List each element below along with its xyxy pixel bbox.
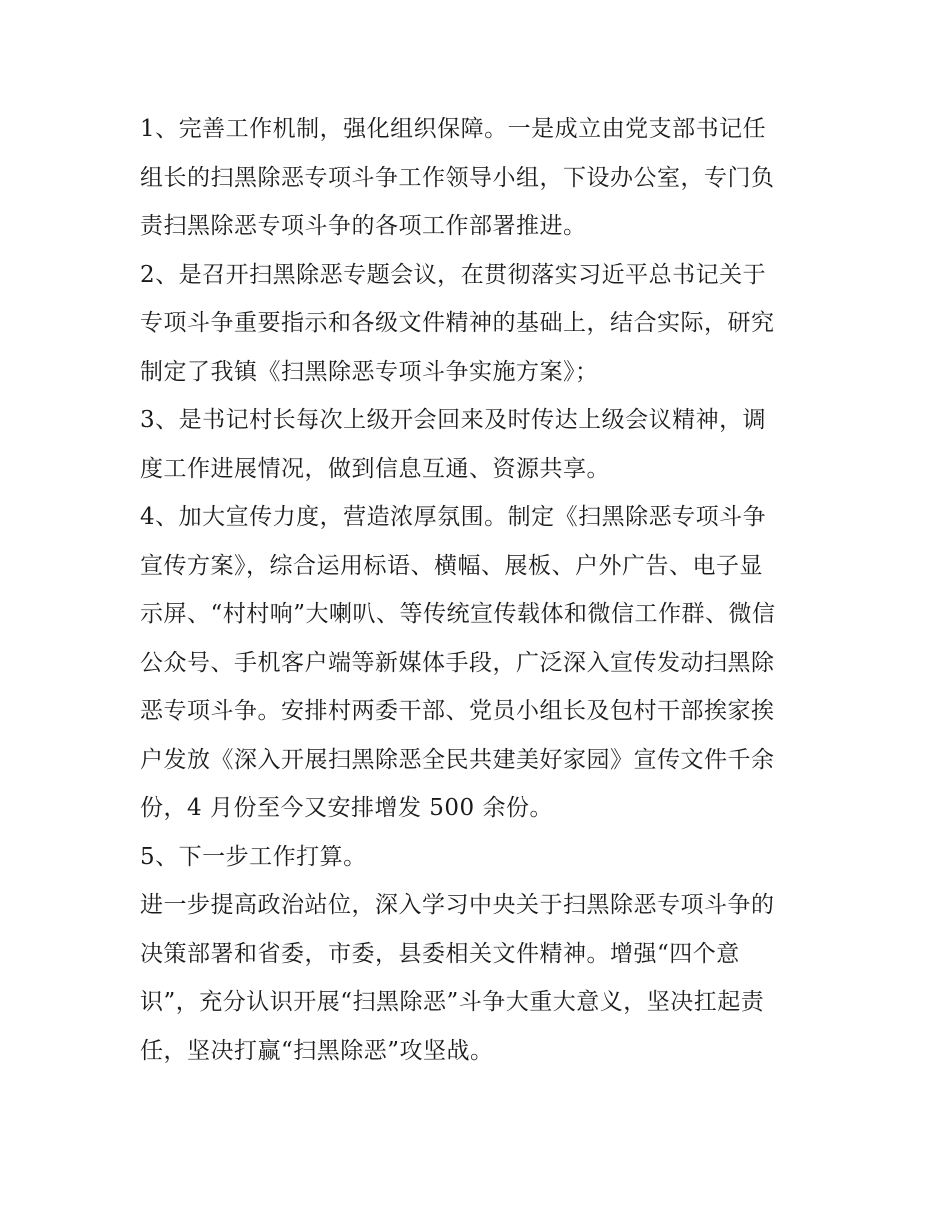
text-line: 户发放《深入开展扫黑除恶全民共建美好家园》宣传文件千余 (140, 746, 775, 773)
paragraph-2-special-meeting (140, 251, 830, 397)
text-line: 4、加大宣传力度，营造浓厚氛围。制定《扫黑除恶专项斗争 (140, 504, 767, 530)
document-body (140, 105, 830, 1075)
paragraph-6-political-stance (140, 881, 830, 1075)
paragraph-1-work-mechanism (140, 105, 830, 251)
paragraph-4-publicity (140, 493, 830, 833)
text-line: 专项斗争重要指示和各级文件精神的基础上，结合实际，研究 (140, 310, 775, 336)
text-line: 进一步提高政治站位，深入学习中央关于扫黑除恶专项斗争的 (140, 892, 775, 918)
text-line: 公众号、手机客户端等新媒体手段，广泛深入宣传发动扫黑除 (140, 649, 775, 676)
paragraph-5-next-steps-heading (140, 833, 830, 882)
text-line: 制定了我镇《扫黑除恶专项斗争实施方案》； (140, 358, 599, 385)
text-line: 恶专项斗争。安排村两委干部、党员小组长及包村干部挨家挨 (140, 698, 775, 724)
text-line: 组长的扫黑除恶专项斗争工作领导小组，下设办公室，专门负 (140, 164, 775, 191)
text-line: 识”，充分认识开展“扫黑除恶”斗争大重大意义，坚决扛起责 (140, 989, 765, 1015)
text-line: 份，4 月份至今又安排增发 500 余份。 (140, 795, 553, 821)
paragraph-3-communication (140, 396, 830, 493)
text-line: 宣传方案》，综合运用标语、横幅、展板、户外广告、电子显 (140, 552, 763, 579)
text-line: 决策部署和省委，市委，县委相关文件精神。增强“四个意 (140, 940, 740, 967)
text-line: 1、完善工作机制，强化组织保障。一是成立由党支部书记任 (140, 116, 767, 142)
text-line: 度工作进展情况，做到信息互通、资源共享。 (140, 455, 610, 482)
text-line: 3、是书记村长每次上级开会回来及时传达上级会议精神，调 (140, 407, 767, 433)
text-line: 5、下一步工作打算。 (140, 843, 367, 870)
text-line: 示屏、“村村响”大喇叭、等传统宣传载体和微信工作群、微信 (140, 601, 776, 627)
text-line: 2、是召开扫黑除恶专题会议，在贯彻落实习近平总书记关于 (140, 261, 767, 288)
text-line: 责扫黑除恶专项斗争的各项工作部署推进。 (140, 213, 587, 239)
text-line: 任，坚决打赢“扫黑除恶”攻坚战。 (140, 1037, 494, 1064)
